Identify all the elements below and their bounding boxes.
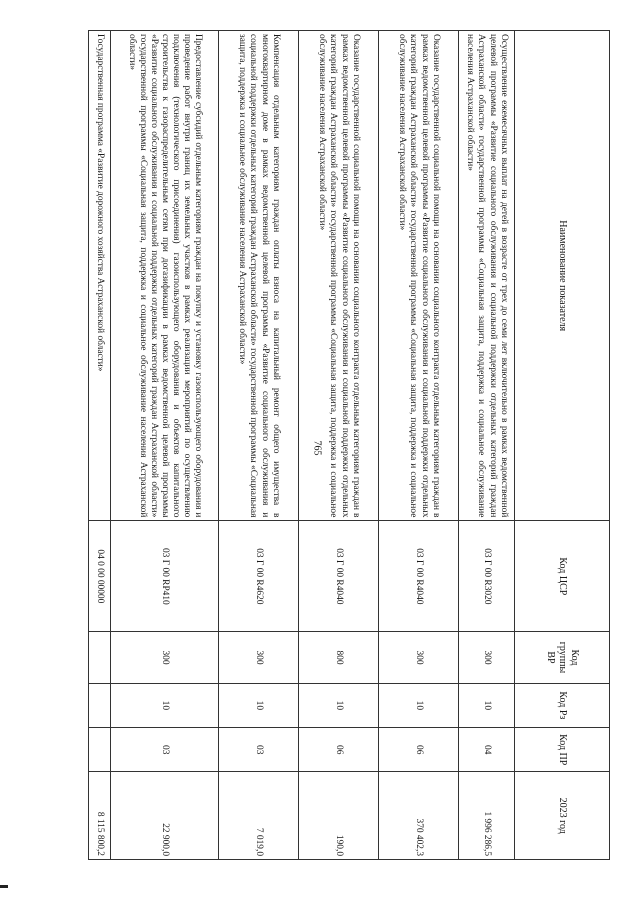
table-row bbox=[111, 31, 219, 860]
row-year: 7 019,0 bbox=[219, 772, 299, 860]
row-name: Осуществление ежемесячных выплат на детей в возрасте от трех до семи лет включительно в рамках ведомственной целевой программы «Развитие социального обслуживания и социальной поддержки отдельных категорий граждан Астраханской области» государственной программы «Социальная защита, поддержка и социальное обслуживание населения Астраханской области» bbox=[459, 31, 515, 521]
page-number: 765 bbox=[311, 440, 323, 456]
table-row bbox=[379, 31, 459, 860]
row-pr: 04 bbox=[459, 728, 515, 772]
row-vr: 800 bbox=[299, 632, 379, 683]
header-pr: Код ПР bbox=[515, 728, 610, 772]
table-row bbox=[299, 31, 379, 860]
row-name: Оказание государственной социальной помощи на основании социального контракта отдельным категориям граждан в рамках ведомственной целевой программы «Развитие социального обслуживания и социальной поддержки отдельных категорий граждан Астраханской области» государственной программы «Социальная защита, поддержка и социальное обслуживание населения Астраханской области» bbox=[379, 31, 459, 521]
row-pr bbox=[89, 728, 111, 772]
row-name: Компенсация отдельным категориям граждан оплаты взноса на капитальный ремонт общего имущества в многоквартирном доме в рамках ведомственной целевой программы «Развитие социального обслуживания и социальной поддержки отдельных категорий граждан Астраханской области» государственной программы «Социальная защита, поддержка и социальное обслуживание населения Астраханской области» bbox=[219, 31, 299, 521]
header-csr: Код ЦСР bbox=[515, 521, 610, 632]
row-pr: 06 bbox=[379, 728, 459, 772]
row-csr: 03 Г 00 R3020 bbox=[459, 521, 515, 632]
row-rz bbox=[89, 683, 111, 727]
rotated-table-container bbox=[90, 30, 610, 860]
row-name: Предоставление субсидий отдельным категориям граждан на покупку и установку газоиспользующего оборудования и проведение работ внутри границ их земельных участков в рамках реализации мероприятий по осуществлению подключения (технологического присоединения) газоиспользующего оборудования и объектов капитального строительства к газораспределительным сетям при догазификации в рамках ведомственной целевой программы «Развитие социального обслуживания и социальной поддержки отдельных категорий граждан Астраханской области» государственной программы «Социальная защита, поддержка и социальное обслуживание населения Астраханской области» bbox=[111, 31, 219, 521]
header-vr: Код группы ВР bbox=[515, 632, 610, 683]
row-name: Государственная программа «Развитие дорожного хозяйства Астраханской области» bbox=[89, 31, 111, 521]
row-csr: 03 Г 00 RP410 bbox=[111, 521, 219, 632]
row-rz: 10 bbox=[111, 683, 219, 727]
row-vr: 300 bbox=[219, 632, 299, 683]
row-rz: 10 bbox=[459, 683, 515, 727]
row-year: 370 402,3 bbox=[379, 772, 459, 860]
row-year: 8 115 800,2 bbox=[89, 772, 111, 860]
row-vr: 300 bbox=[379, 632, 459, 683]
row-rz: 10 bbox=[379, 683, 459, 727]
row-csr: 03 Г 00 R4040 bbox=[379, 521, 459, 632]
scan-edge-mark bbox=[0, 885, 8, 888]
row-pr: 06 bbox=[299, 728, 379, 772]
row-vr: 300 bbox=[111, 632, 219, 683]
row-vr: 300 bbox=[459, 632, 515, 683]
row-pr: 03 bbox=[219, 728, 299, 772]
header-rz: Код Рз bbox=[515, 683, 610, 727]
row-rz: 10 bbox=[299, 683, 379, 727]
table-header-row bbox=[515, 31, 610, 860]
table-row bbox=[459, 31, 515, 860]
row-pr: 03 bbox=[111, 728, 219, 772]
row-vr bbox=[89, 632, 111, 683]
row-csr: 03 Г 00 R4620 bbox=[219, 521, 299, 632]
row-name: Оказание государственной социальной помощи на основании социального контракта отдельным категориям граждан в рамках ведомственной целевой программы «Развитие социального обслуживания и социальной поддержки отдельных категорий граждан Астраханской области» государственной программы «Социальная защита, поддержка и социальное обслуживание населения Астраханской области» bbox=[299, 31, 379, 521]
header-year: 2023 год bbox=[515, 772, 610, 860]
budget-table bbox=[88, 30, 610, 860]
row-year: 1 996 286,5 bbox=[459, 772, 515, 860]
row-year: 190,0 bbox=[299, 772, 379, 860]
row-csr: 04 0 00 00000 bbox=[89, 521, 111, 632]
row-year: 22 900,0 bbox=[111, 772, 219, 860]
table-row bbox=[219, 31, 299, 860]
table-row bbox=[89, 31, 111, 860]
header-name: Наименование показателя bbox=[515, 31, 610, 521]
row-csr: 03 Г 00 R4040 bbox=[299, 521, 379, 632]
row-rz: 10 bbox=[219, 683, 299, 727]
